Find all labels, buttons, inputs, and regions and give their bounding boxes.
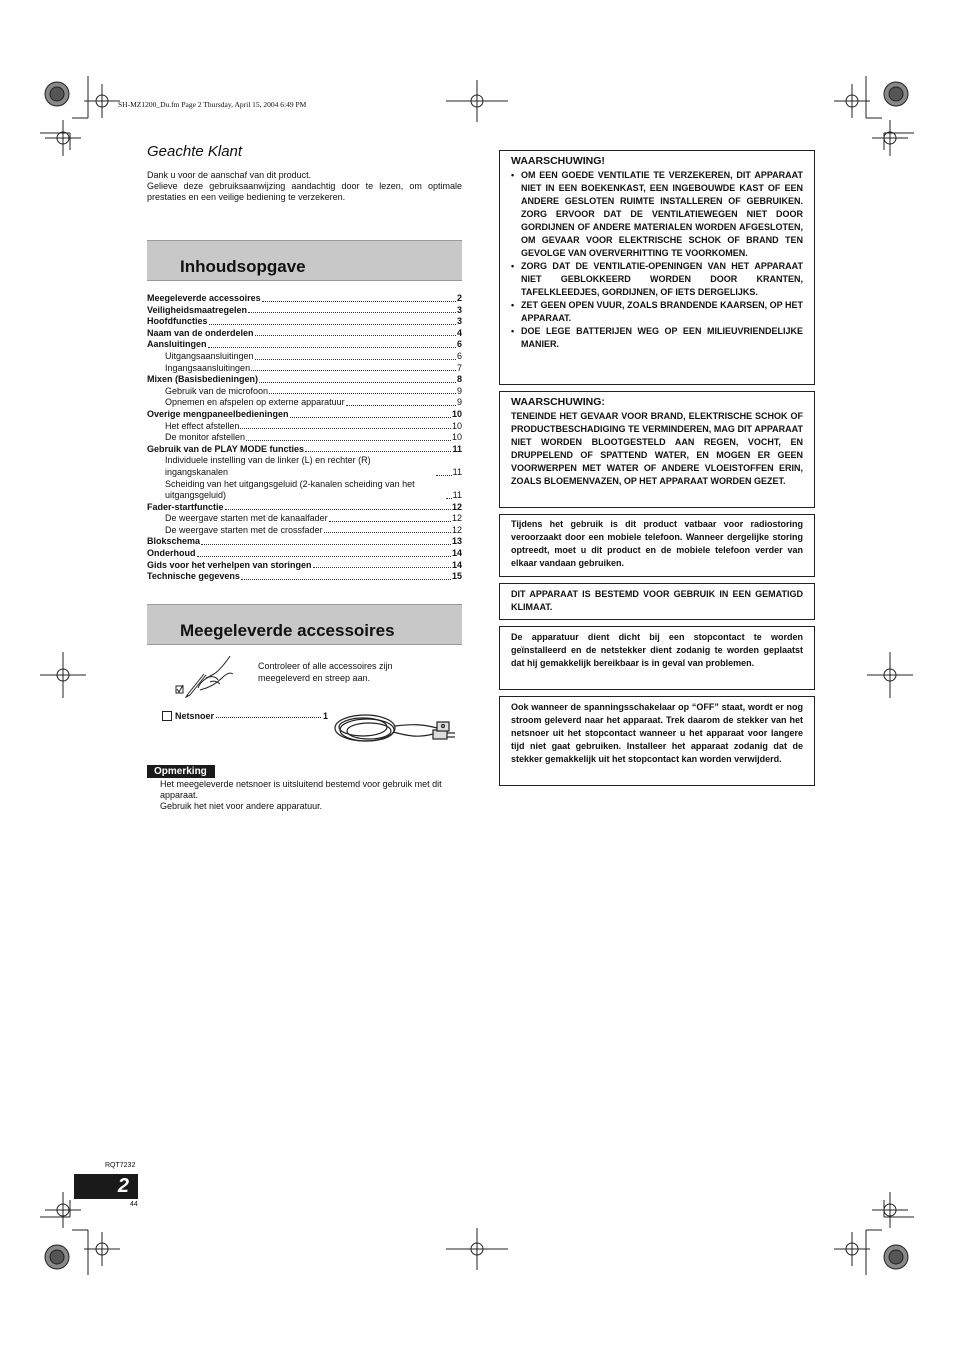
intro-line-1: Dank u voor de aanschaf van dit product. xyxy=(147,170,312,180)
notice-box-climate xyxy=(499,583,815,620)
toc-subentry[interactable]: Scheiding van het uitgangsgeluid (2-kanalen scheiding van het uitgangsgeluid) 11 xyxy=(165,478,462,501)
notice-box-outlet xyxy=(499,626,815,690)
toc-subentry[interactable]: Gebruik van de microfoon 9 xyxy=(165,385,462,396)
greeting: Geachte Klant xyxy=(147,143,243,160)
toc-entry[interactable]: Blokschema 13 xyxy=(147,536,462,547)
toc-entry[interactable]: Naam van de onderdelen 4 xyxy=(147,327,462,338)
table-of-contents xyxy=(147,293,462,583)
notice-power-switch-text: Ook wanneer de spanningsschakelaar op “OFF” staat, wordt er nog stroom geleverd naar het apparaat. Trek daarom de stekker van het netsnoer uit het stopcontact wanneer u het apparaat voor langere tijd niet gaat gebruiken. Installeer het apparaat zodanig dat de stekker gemakkelijk uit het stopcontact kan worden verwijderd. xyxy=(511,702,803,764)
toc-heading-bar xyxy=(147,240,462,281)
warning-1-item: • ZORG DAT DE VENTILATIE-OPENINGEN VAN HET APPARAAT NIET GEBLOKKEERD WORDEN DOOR KRANTEN, TAFELKLEEDJES, GORDIJNEN, OF IETS DERGELIJKS. xyxy=(511,260,803,299)
toc-subentry[interactable]: Ingangsaansluitingen 7 xyxy=(165,362,462,373)
notice-climate-text: DIT APPARAAT IS BESTEMD VOOR GEBRUIK IN EEN GEMATIGD KLIMAAT. xyxy=(511,589,803,612)
page-number-small: 44 xyxy=(130,1201,138,1208)
warning-1-item: • ZET GEEN OPEN VUUR, ZOALS BRANDENDE KAARSEN, OP HET APPARAAT. xyxy=(511,299,803,325)
accessories-instruction: Controleer of alle accessoires zijn meegeleverd en streep aan. xyxy=(258,661,393,683)
power-cord-icon xyxy=(333,706,463,750)
warning-1-title: WAARSCHUWING! xyxy=(511,155,605,167)
toc-entry[interactable]: Aansluitingen 6 xyxy=(147,339,462,350)
warning-2-title: WAARSCHUWING: xyxy=(511,396,605,408)
warning-box-2 xyxy=(499,391,815,508)
toc-subentry[interactable]: De weergave starten met de crossfader 12 xyxy=(165,524,462,535)
notice-outlet-text: De apparatuur dient dicht bij een stopcontact te worden geïnstalleerd en de netstekker dient zodanig te worden geplaatst dat hij gemakkelijk bereikbaar is in geval van problemen. xyxy=(511,632,803,668)
toc-subentry[interactable]: Het effect afstellen 10 xyxy=(165,420,462,431)
accessories-heading-bar xyxy=(147,604,462,645)
notice-box-power-switch xyxy=(499,696,815,786)
toc-entry[interactable]: Gids voor het verhelpen van storingen 14 xyxy=(147,559,462,570)
toc-subentry[interactable]: Uitgangsaansluitingen 6 xyxy=(165,350,462,361)
accessory-qty: 1 xyxy=(322,711,328,721)
file-info: SH-MZ1200_Du.fm Page 2 Thursday, April 15, 2004 6:49 PM xyxy=(118,100,307,109)
toc-subentry[interactable]: Individuele instelling van de linker (L) en rechter (R) ingangskanalen 11 xyxy=(165,455,462,477)
toc-entry[interactable]: Gebruik van de PLAY MODE functies 11 xyxy=(147,443,462,454)
toc-entry[interactable]: Onderhoud 14 xyxy=(147,548,462,559)
toc-subentry[interactable]: De monitor afstellen 10 xyxy=(165,432,462,443)
document-code: RQT7232 xyxy=(105,1162,136,1169)
notice-radio-text: Tijdens het gebruik is dit product vatbaar voor radiostoring veroorzaakt door een mobiele telefoon. Wanneer dergelijke storing optreedt, moet u dit product en de mobiele telefoon verder van elkaar vandaan gebruiken. xyxy=(511,519,803,568)
note-line-2: Gebruik het niet voor andere apparatuur. xyxy=(160,801,323,811)
warning-1-item: • DOE LEGE BATTERIJEN WEG OP EEN MILIEUVRIENDELIJKE MANIER. xyxy=(511,325,803,351)
accessories-title: Meegeleverde accessoires xyxy=(180,621,395,640)
toc-entry[interactable]: Hoofdfuncties 3 xyxy=(147,316,462,327)
note-label: Opmerking xyxy=(147,765,215,778)
pen-hand-icon xyxy=(170,652,236,698)
accessory-label: Netsnoer xyxy=(175,711,215,721)
warning-box-1 xyxy=(499,150,815,385)
toc-entry[interactable]: Veiligheidsmaatregelen 3 xyxy=(147,304,462,315)
toc-entry[interactable]: Meegeleverde accessoires 2 xyxy=(147,293,462,303)
toc-entry[interactable]: Technische gegevens 15 xyxy=(147,571,462,582)
note-text xyxy=(160,779,460,812)
toc-entry[interactable]: Mixen (Basisbedieningen) 8 xyxy=(147,374,462,385)
toc-entry[interactable]: Fader-startfunctie 12 xyxy=(147,501,462,512)
notice-box-radio xyxy=(499,514,815,577)
note-line-1: Het meegeleverde netsnoer is uitsluitend bestemd voor gebruik met dit apparaat. xyxy=(160,779,442,800)
warning-1-item: • OM EEN GOEDE VENTILATIE TE VERZEKEREN, DIT APPARAAT NIET IN EEN BOEKENKAST, EEN INGEBOUWDE KAST OF EEN ANDERE GESLOTEN RUIMTE INSTALLEREN OF GEBRUIKEN. ZORG ERVOOR DAT DE VENTILATIEWEGEN NIET DOOR GORDIJNEN OF ANDERE MATERIALEN WORDEN AFGESLOTEN, OM GEVAAR VOOR ELEKTRISCHE SCHOK OF BRAND TEN GEVOLGE VAN OVERVERHITTING TE VOORKOMEN. xyxy=(511,169,803,260)
toc-subentry[interactable]: De weergave starten met de kanaalfader 12 xyxy=(165,513,462,524)
warning-1-list xyxy=(511,169,803,351)
intro-line-2: Gelieve deze gebruiksaanwijzing aandachtig door te lezen, om optimale prestaties en een veilige bediening te verzekeren. xyxy=(147,181,462,202)
toc-entry[interactable]: Overige mengpaneelbedieningen 10 xyxy=(147,408,462,419)
intro-text xyxy=(147,170,462,203)
warning-2-text: TENEINDE HET GEVAAR VOOR BRAND, ELEKTRISCHE SCHOK OF PRODUCTBESCHADIGING TE VERMINDEREN, MAG DIT APPARAAT NIET WORDEN BLOOTGESTELD AAN REGEN, VOCHT, EN DRUPPELEND OF SPATTEND WATER, EN MOGEN ER GEEN VOORWERPEN MET WATER OF ANDERE VLOEISTOFFEN ERIN, ZOALS BLOEMENVAZEN, OP HET APPARAAT WORDEN GEZET. xyxy=(511,411,803,486)
toc-title: Inhoudsopgave xyxy=(180,257,306,276)
checkbox[interactable] xyxy=(162,711,172,721)
page-number: 2 xyxy=(74,1174,138,1199)
accessory-item-power-cord[interactable] xyxy=(162,711,328,721)
toc-subentry[interactable]: Opnemen en afspelen op externe apparatuur 9 xyxy=(165,397,462,408)
